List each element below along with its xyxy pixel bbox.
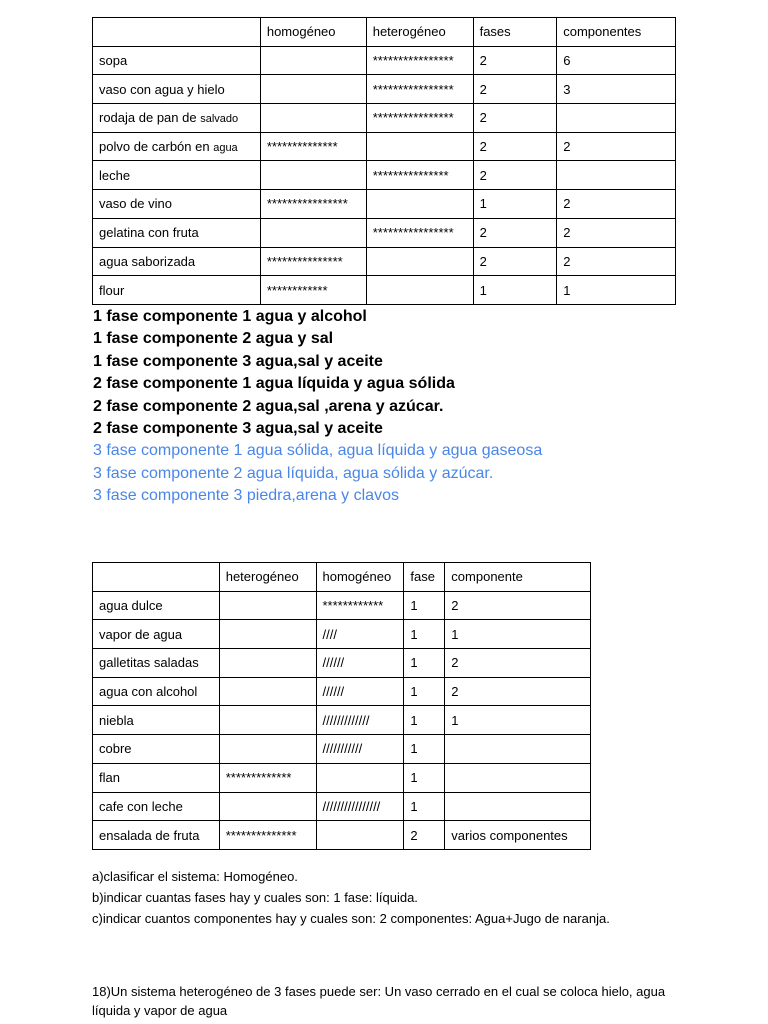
table-cell: [219, 706, 316, 735]
cell-text: 2: [479, 110, 487, 126]
table-cell: [93, 247, 261, 276]
table-cell: [557, 161, 676, 190]
table-cell: [366, 46, 473, 75]
cell-text: agua dulce: [99, 598, 163, 614]
table-row: [93, 247, 676, 276]
cell-text: ************: [322, 598, 384, 614]
cell-text: niebla: [99, 712, 134, 728]
cell-text: 2: [451, 598, 459, 614]
cell-text: 2: [479, 253, 487, 269]
table-row: [93, 104, 676, 133]
cell-text: ////////////////: [322, 798, 381, 814]
example-line: 2 fase componente 2 agua,sal ,arena y azúcar.: [93, 397, 444, 415]
table-row: [93, 218, 676, 247]
example-line-blue: 3 fase componente 2 agua líquida, agua sólida y azúcar.: [93, 464, 494, 482]
table-cell: [219, 620, 316, 649]
cell-text: 2: [479, 81, 487, 97]
table-cell: [445, 706, 591, 735]
table-cell: [445, 763, 591, 792]
cell-text: agua con alcohol: [99, 684, 198, 700]
table-cell: [260, 276, 366, 305]
table-cell: [316, 735, 404, 764]
table-cell: [404, 821, 445, 850]
table-row: [93, 190, 676, 219]
table-cell: [260, 75, 366, 104]
table-cell: [219, 677, 316, 706]
example-line: 1 fase componente 3 agua,sal y aceite: [93, 352, 383, 370]
table-row: [93, 706, 591, 735]
table-cell: [260, 190, 366, 219]
cell-text: 1: [479, 196, 487, 212]
cell-text: heterogéneo: [372, 24, 446, 40]
cell-text: 2: [479, 225, 487, 241]
header-cell: [219, 563, 316, 592]
table-row: [93, 677, 591, 706]
cell-text: ****************: [372, 81, 454, 97]
table-cell: [260, 46, 366, 75]
cell-text: gelatina con fruta: [99, 225, 199, 241]
table-fases-componentes-1: [92, 17, 676, 305]
cell-text: 1: [410, 684, 418, 700]
cell-text: cafe con leche: [99, 798, 183, 814]
table-cell: [404, 792, 445, 821]
table-cell: [93, 132, 261, 161]
table-cell: [445, 677, 591, 706]
table-row: [93, 591, 591, 620]
table-cell: [445, 649, 591, 678]
header-cell: [316, 563, 404, 592]
table-header-row: [93, 18, 676, 47]
cell-text: ensalada de fruta: [99, 827, 200, 843]
example-line: 1 fase componente 1 agua y alcohol: [93, 308, 367, 325]
table-cell: [404, 706, 445, 735]
cell-text: **************: [225, 827, 297, 843]
table-cell: [93, 792, 220, 821]
table-cell: [366, 276, 473, 305]
cell-text: flour: [99, 282, 125, 298]
table-cell: [316, 677, 404, 706]
table-cell: [473, 132, 557, 161]
table-row: [93, 620, 591, 649]
table-cell: [93, 591, 220, 620]
example-line-blue: 3 fase componente 3 piedra,arena y clavos: [93, 487, 399, 505]
table-cell: [316, 591, 404, 620]
table-cell: [445, 821, 591, 850]
cell-text: ***************: [266, 253, 343, 269]
cell-small-text: agua: [213, 142, 238, 155]
table-cell: [260, 104, 366, 133]
table-cell: [473, 276, 557, 305]
cell-text: flan: [99, 770, 120, 786]
table-cell: [404, 591, 445, 620]
cell-text: *************: [225, 770, 292, 786]
table-row: [93, 276, 676, 305]
cell-text: ///////////: [322, 741, 363, 757]
table-cell: [473, 247, 557, 276]
table-cell: [316, 763, 404, 792]
cell-text: ***************: [372, 167, 449, 183]
table-cell: [316, 821, 404, 850]
cell-text: //////: [322, 684, 345, 700]
table-cell: [404, 735, 445, 764]
table-cell: [93, 706, 220, 735]
table-cell: [557, 132, 676, 161]
cell-text: 1: [410, 626, 418, 642]
cell-text: 1: [410, 798, 418, 814]
table-row: [93, 821, 591, 850]
table-cell: [473, 218, 557, 247]
table-cell: [366, 104, 473, 133]
cell-text: 6: [563, 53, 571, 69]
note-c: c)indicar cuantos componentes hay y cuales son: 2 componentes: Agua+Jugo de naranja.: [92, 911, 610, 926]
table-cell: [260, 247, 366, 276]
cell-text: componente: [451, 569, 523, 585]
table-cell: [557, 218, 676, 247]
table-cell: [316, 792, 404, 821]
cell-text: 1: [410, 598, 418, 614]
example-line-blue: 3 fase componente 1 agua sólida, agua líquida y agua gaseosa: [93, 442, 543, 460]
header-cell: [260, 18, 366, 47]
header-cell: [473, 18, 557, 47]
table-cell: [93, 75, 261, 104]
example-line: 2 fase componente 3 agua,sal y aceite: [93, 420, 383, 438]
cell-text: 2: [479, 139, 487, 155]
table-cell: [366, 190, 473, 219]
header-cell: [404, 563, 445, 592]
examples-list: [93, 306, 542, 508]
header-cell: [445, 563, 591, 592]
cell-text: 2: [451, 684, 459, 700]
table-cell: [366, 247, 473, 276]
cell-text: heterogéneo: [225, 569, 299, 585]
note-18: 18)Un sistema heterogéneo de 3 fases puede ser: Un vaso cerrado en el cual se coloca hielo, agua líquida y vapor de agua: [92, 984, 666, 1018]
cell-text: ****************: [372, 53, 454, 69]
table-row: [93, 46, 676, 75]
table-cell: [473, 46, 557, 75]
table-cell: [445, 792, 591, 821]
cell-text: cobre: [99, 741, 132, 757]
cell-text: **************: [266, 139, 338, 155]
note-a: a)clasificar el sistema: Homogéneo.: [92, 869, 298, 884]
cell-text: ****************: [266, 196, 348, 212]
table-cell: [219, 821, 316, 850]
cell-text: 1: [410, 655, 418, 671]
table-cell: [557, 46, 676, 75]
table-fases-componentes-2: [92, 562, 591, 850]
cell-text: 1: [410, 712, 418, 728]
cell-text: varios componentes: [451, 827, 568, 843]
table-header-row: [93, 563, 591, 592]
table-row: [93, 792, 591, 821]
cell-text: homogéneo: [322, 569, 392, 585]
cell-text: ****************: [372, 225, 454, 241]
table-cell: [219, 649, 316, 678]
cell-text: //////: [322, 655, 345, 671]
example-line: 2 fase componente 1 agua líquida y agua sólida: [93, 375, 455, 393]
table-cell: [404, 763, 445, 792]
table-cell: [473, 190, 557, 219]
table-cell: [316, 620, 404, 649]
table-cell: [260, 218, 366, 247]
cell-text: agua saborizada: [99, 253, 196, 269]
cell-text: componentes: [563, 24, 642, 40]
table-cell: [93, 620, 220, 649]
cell-text: galletitas saladas: [99, 655, 199, 671]
table-cell: [366, 161, 473, 190]
table-cell: [219, 763, 316, 792]
table-cell: [93, 161, 261, 190]
table-cell: [366, 75, 473, 104]
table-cell: [445, 620, 591, 649]
table-cell: [316, 649, 404, 678]
cell-text: 2: [479, 167, 487, 183]
table-cell: [445, 591, 591, 620]
cell-text: 2: [479, 53, 487, 69]
table-cell: [473, 104, 557, 133]
table-row: [93, 132, 676, 161]
cell-text: 2: [563, 139, 571, 155]
cell-text: 1: [479, 282, 487, 298]
cell-text: vapor de agua: [99, 626, 183, 642]
table-cell: [316, 706, 404, 735]
cell-text: vaso con agua y hielo: [99, 81, 225, 97]
cell-text: leche: [99, 167, 131, 183]
cell-text: 1: [410, 770, 418, 786]
table-cell: [93, 104, 261, 133]
example-line: 1 fase componente 2 agua y sal: [93, 330, 334, 348]
table-row: [93, 763, 591, 792]
cell-text: 1: [451, 712, 459, 728]
header-cell: [366, 18, 473, 47]
table-cell: [473, 161, 557, 190]
table-cell: [557, 104, 676, 133]
cell-text: 1: [451, 626, 459, 642]
cell-text: /////////////: [322, 712, 370, 728]
cell-text: 2: [451, 655, 459, 671]
cell-text: 1: [410, 741, 418, 757]
table-cell: [93, 46, 261, 75]
cell-text: homogéneo: [266, 24, 336, 40]
table-cell: [93, 276, 261, 305]
table-cell: [93, 763, 220, 792]
table-cell: [366, 132, 473, 161]
table-row: [93, 649, 591, 678]
table-cell: [404, 620, 445, 649]
cell-text: 2: [410, 827, 418, 843]
table-cell: [557, 276, 676, 305]
header-cell: [557, 18, 676, 47]
table-cell: [404, 677, 445, 706]
table-cell: [93, 649, 220, 678]
cell-text: fase: [410, 569, 435, 585]
notes-block: [92, 866, 610, 929]
table-cell: [219, 792, 316, 821]
note-b: b)indicar cuantas fases hay y cuales son: 1 fase: líquida.: [92, 890, 418, 905]
header-cell: [93, 18, 261, 47]
table-cell: [219, 735, 316, 764]
cell-text: fases: [479, 24, 511, 40]
table-cell: [366, 218, 473, 247]
table-cell: [557, 190, 676, 219]
table-row: [93, 161, 676, 190]
cell-text: ////: [322, 626, 337, 642]
header-cell: [93, 563, 220, 592]
table-cell: [473, 75, 557, 104]
cell-small-text: salvado: [200, 113, 239, 126]
cell-text: polvo de carbón en: [99, 139, 214, 155]
table-cell: [260, 161, 366, 190]
cell-text: 2: [563, 253, 571, 269]
table-row: [93, 75, 676, 104]
table-cell: [557, 247, 676, 276]
cell-text: rodaja de pan de: [99, 110, 201, 126]
cell-text: 2: [563, 225, 571, 241]
table-cell: [93, 821, 220, 850]
cell-text: ****************: [372, 110, 454, 126]
table-cell: [557, 75, 676, 104]
table-cell: [93, 190, 261, 219]
table-cell: [404, 649, 445, 678]
cell-text: 3: [563, 81, 571, 97]
table-row: [93, 735, 591, 764]
table-cell: [260, 132, 366, 161]
table-cell: [93, 218, 261, 247]
table-cell: [93, 735, 220, 764]
cell-text: 1: [563, 282, 571, 298]
table-cell: [93, 677, 220, 706]
cell-text: ************: [266, 282, 328, 298]
cell-text: vaso de vino: [99, 196, 172, 212]
cell-text: sopa: [99, 53, 128, 69]
table-cell: [219, 591, 316, 620]
cell-text: 2: [563, 196, 571, 212]
table-cell: [445, 735, 591, 764]
